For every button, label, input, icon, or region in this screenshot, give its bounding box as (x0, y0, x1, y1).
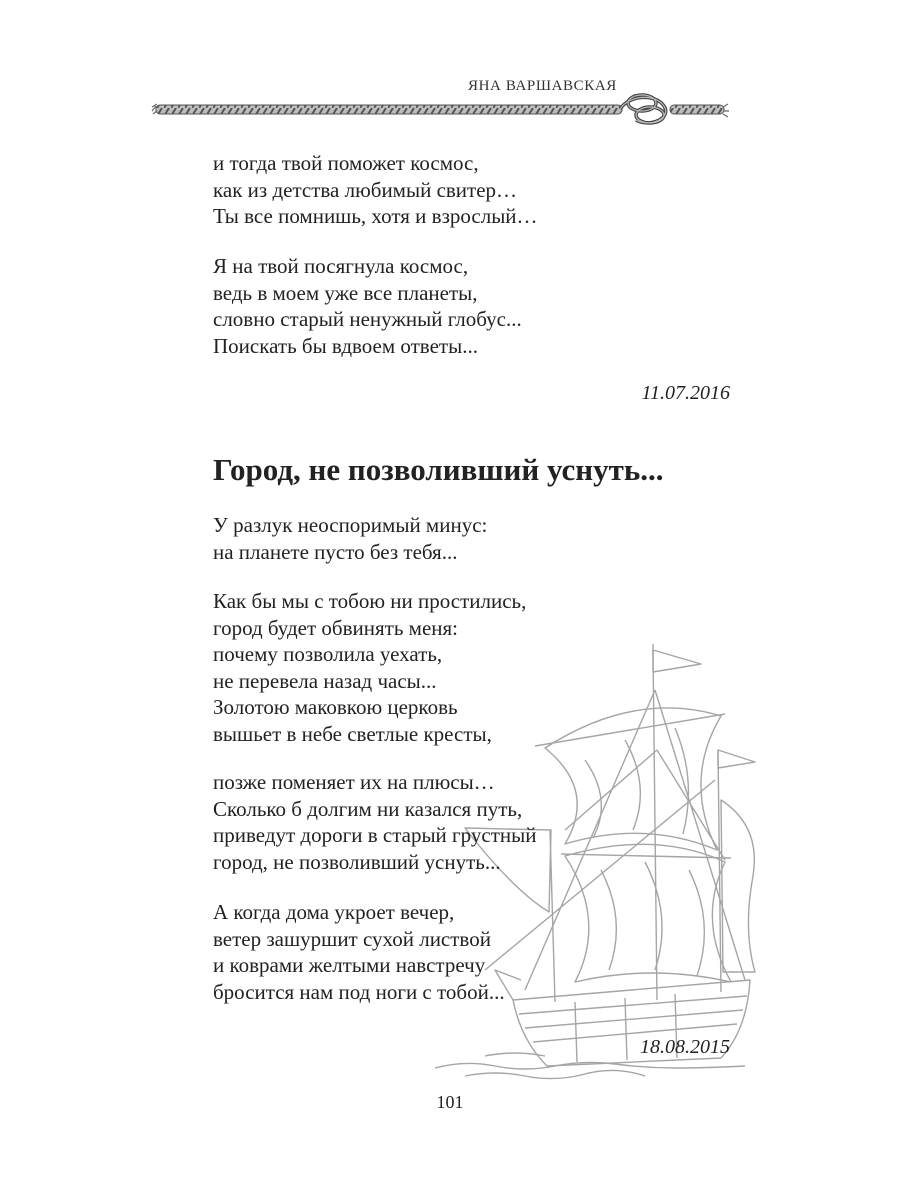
poem2-stanza-3 (213, 769, 536, 875)
verse-line: вышьет в небе светлые кресты, (213, 721, 492, 746)
poem1-date: 11.07.2016 (641, 382, 730, 404)
verse-line: Я на твой посягнула космос, (213, 254, 469, 278)
verse-line: Сколько б долгим ни казался путь, (213, 796, 523, 821)
rope-knot-divider (150, 92, 730, 132)
verse-line: почему позволила уехать, (213, 642, 443, 666)
verse-line: и коврами желтыми навстречу (213, 953, 486, 977)
verse-line: Поискать бы вдвоем ответы... (213, 333, 478, 358)
verse-line: ведь в моем уже все планеты, (213, 280, 478, 305)
verse-line: позже поменяет их на плюсы… (213, 770, 495, 794)
poem1-stanza-2 (213, 253, 522, 359)
running-head: ЯНА ВАРШАВСКАЯ (468, 78, 617, 94)
poem2-date: 18.08.2015 (640, 1036, 730, 1058)
verse-line: Ты все помнишь, хотя и взрослый… (213, 204, 538, 228)
verse-line: город, не позволивший уснуть... (213, 849, 501, 874)
verse-line: на планете пусто без тебя... (213, 539, 458, 564)
page-number: 101 (436, 1092, 464, 1112)
verse-line: и тогда твой поможет космос, (213, 151, 479, 175)
verse-line: ветер зашуршит сухой листвой (213, 926, 491, 951)
verse-line: Золотою маковкою церковь (213, 695, 458, 719)
poem2-stanza-2 (213, 588, 526, 747)
verse-line: город будет обвинять меня: (213, 615, 458, 640)
poem2-stanza-4 (213, 899, 505, 1005)
verse-line: бросится нам под ноги с тобой... (213, 979, 505, 1004)
poem-title: Город, не позволивший уснуть... (213, 452, 664, 487)
poem1-stanza-1 (213, 150, 538, 230)
verse-line: Как бы мы с тобою ни простились, (213, 589, 527, 613)
verse-line: как из детства любимый свитер… (213, 177, 518, 202)
verse-line: приведут дороги в старый грустный (213, 823, 537, 847)
poem2-stanza-1 (213, 512, 487, 565)
verse-line: А когда дома укроет вечер, (213, 900, 455, 924)
verse-line: У разлук неоспоримый минус: (213, 513, 488, 537)
verse-line: словно старый ненужный глобус... (213, 307, 522, 331)
verse-line: не перевела назад часы... (213, 668, 437, 693)
